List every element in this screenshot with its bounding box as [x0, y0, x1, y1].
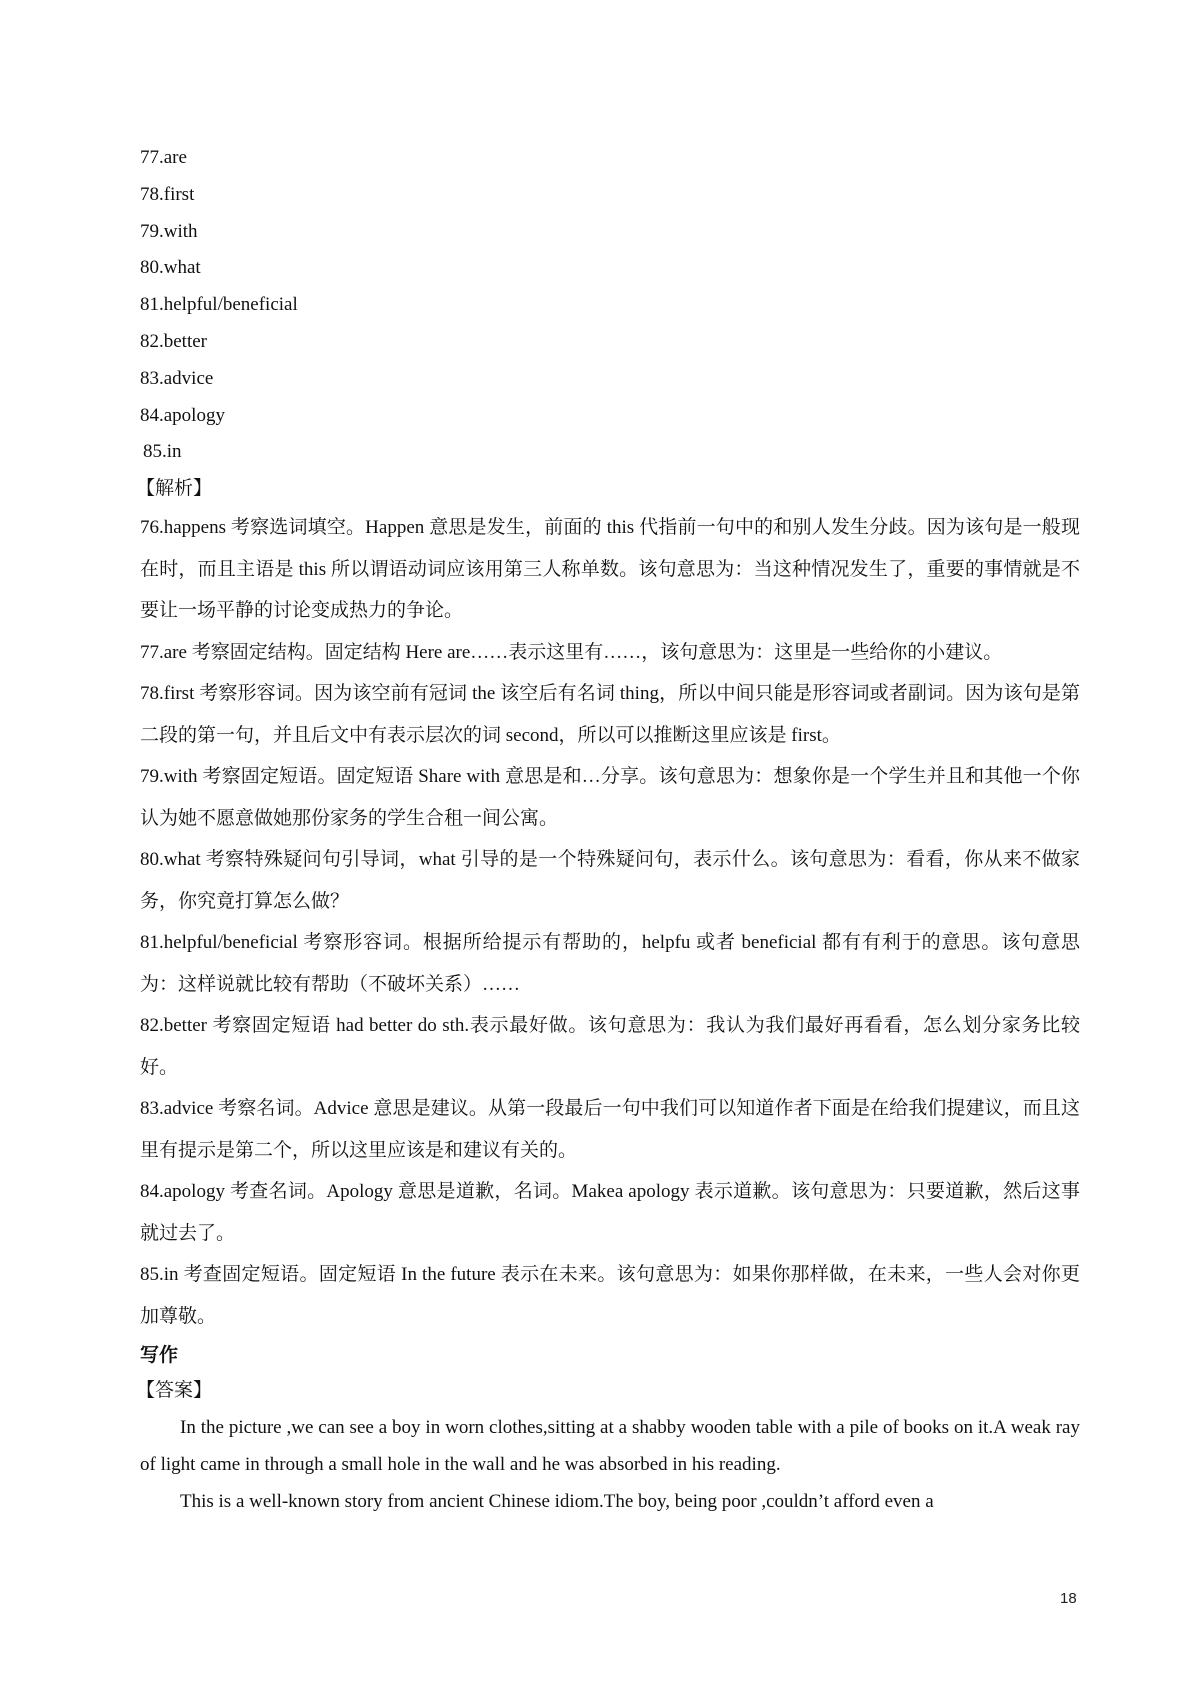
essay-section — [140, 1409, 1080, 1520]
answer-item: 77.are — [140, 147, 187, 168]
answer-item: 80.what — [140, 257, 201, 279]
answer-item: 85.in — [143, 441, 182, 463]
answer-item: 78.first — [140, 183, 195, 205]
analysis-paragraph: 82.better 考察固定短语 had better do sth.表示最好做。该句意思为：我认为我们最好再看看，怎么划分家务比较好。 — [140, 1015, 1080, 1078]
analysis-heading: 【解析】 — [136, 478, 213, 500]
writing-heading: 写作 — [140, 1344, 179, 1367]
answer-item: 83.advice — [140, 367, 214, 389]
analysis-section — [140, 507, 1080, 1337]
analysis-paragraph: 80.what 考察特殊疑问句引导词，what 引导的是一个特殊疑问句，表示什么。该句意思为：看看，你从来不做家务，你究竟打算怎么做？ — [140, 849, 1080, 912]
analysis-paragraph: 84.apology 考查名词。Apology 意思是道歉，名词。Makea apology 表示道歉。该句意思为：只要道歉，然后这事就过去了。 — [140, 1181, 1080, 1244]
answer-list — [140, 140, 1080, 471]
document-page — [136, 140, 1080, 1520]
analysis-paragraph: 79.with 考察固定短语。固定短语 Share with 意思是和…分享。该句意思为：想象你是一个学生并且和其他一个你认为她不愿意做她那份家务的学生合租一间公寓。 — [140, 766, 1080, 829]
page-number: 18 — [1060, 1590, 1077, 1607]
essay-paragraph: In the picture ,we can see a boy in worn clothes,sitting at a shabby wooden table with a pile of books on it.A weak ray of light came in through a small hole in the wall and he was absorbed in his reading. — [140, 1417, 1080, 1476]
answer-item: 84.apology — [140, 404, 225, 426]
answer-item: 79.with — [140, 220, 198, 242]
analysis-paragraph: 81.helpful/beneficial 考察形容词。根据所给提示有帮助的，helpfu 或者 beneficial 都有有利于的意思。该句意思为：这样说就比较有帮助（不破坏关系）…… — [140, 932, 1080, 995]
analysis-paragraph: 76.happens 考察选词填空。Happen 意思是发生，前面的 this 代指前一句中的和别人发生分歧。因为该句是一般现在时，而且主语是 this 所以谓语动词应该用第三人称单数。该句意思为：当这种情况发生了，重要的事情就是不要让一场平静的讨论变成热力的争论。 — [140, 517, 1080, 622]
answer-item: 81.helpful/beneficial — [140, 294, 298, 316]
analysis-paragraph: 78.first 考察形容词。因为该空前有冠词 the 该空后有名词 thing，所以中间只能是形容词或者副词。因为该句是第二段的第一句，并且后文中有表示层次的词 second，所以可以推断这里应该是 first。 — [140, 683, 1080, 746]
answer-heading: 【答案】 — [136, 1380, 213, 1402]
analysis-paragraph: 85.in 考查固定短语。固定短语 In the future 表示在未来。该句意思为：如果你那样做，在未来，一些人会对你更加尊敬。 — [140, 1264, 1080, 1327]
analysis-paragraph: 77.are 考察固定结构。固定结构 Here are……表示这里有……，该句意思为：这里是一些给你的小建议。 — [140, 641, 1003, 663]
answer-item: 82.better — [140, 330, 208, 352]
analysis-paragraph: 83.advice 考察名词。Advice 意思是建议。从第一段最后一句中我们可以知道作者下面是在给我们提建议，而且这里有提示是第二个，所以这里应该是和建议有关的。 — [140, 1098, 1080, 1161]
essay-paragraph: This is a well-known story from ancient Chinese idiom.The boy, being poor ,couldn’t afford even a — [180, 1491, 934, 1513]
